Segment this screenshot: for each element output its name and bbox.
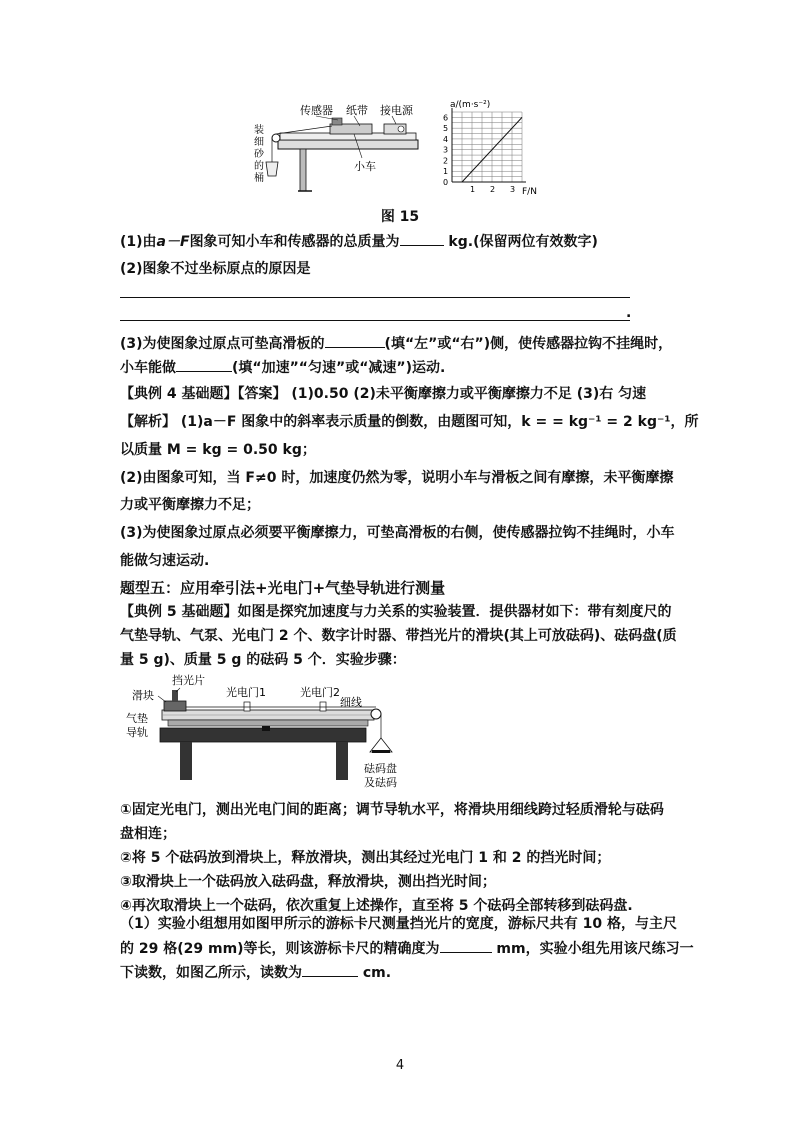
label-bucket-2: 细 xyxy=(254,137,264,148)
label-slider: 滑块 xyxy=(132,689,154,702)
q1-symbol: a－F xyxy=(156,234,190,250)
x-tick-label: 3 xyxy=(510,185,516,194)
label-power: 接电源 xyxy=(380,104,413,117)
label-gate2: 光电门2 xyxy=(300,686,340,699)
step-1-line2: 盘相连； xyxy=(120,826,176,842)
table-top xyxy=(278,140,418,149)
label-bucket-5: 桶 xyxy=(254,173,264,184)
pulley xyxy=(272,134,280,142)
section5-intro-3: 量 5 g)、质量 5 g 的砝码 5 个．实验步骤： xyxy=(120,652,406,668)
analysis-4-line3: (2)由图象可知，当 F≠0 时，加速度仍然为零，说明小车与滑板之间有摩擦，未平衡摩擦 xyxy=(120,470,674,486)
analysis-4-line6: 能做匀速运动. xyxy=(120,553,210,569)
label-track-2: 导轨 xyxy=(126,726,148,739)
step-4: ④再次取滑块上一个砝码，依次重复上述操作，直至将 5 个砝码全部转移到砝码盘. xyxy=(120,898,633,914)
q2-end: . xyxy=(626,305,632,321)
label-track-1: 气垫 xyxy=(126,712,148,725)
y-tick-label: 2 xyxy=(443,156,449,166)
q5-line2-prefix: 的 29 格(29 mm)等长，则该游标卡尺的精确度为 xyxy=(120,941,440,957)
page-number: 4 xyxy=(395,1058,405,1073)
q5-precision-blank[interactable] xyxy=(440,938,492,953)
q3-motion-blank[interactable] xyxy=(176,357,232,372)
section5-tag: 【典例 5 基础题】 xyxy=(120,604,238,620)
step-2: ②将 5 个砝码放到滑块上，释放滑块，测出其经过光电门 1 和 2 的挡光时间； xyxy=(120,850,611,866)
shutter-plate xyxy=(172,690,178,701)
question-2 xyxy=(120,259,680,279)
label-gate1: 光电门1 xyxy=(226,686,266,699)
answer4-tag: 【典例 4 基础题】【答案】 xyxy=(120,386,287,402)
q5-line2 xyxy=(120,938,694,959)
question-3-line1 xyxy=(120,333,680,354)
section5-intro-2: 气垫导轨、气泵、光电门 2 个、数字计时器、带挡光片的滑块(其上可放砝码)、砝码盘(质 xyxy=(120,628,677,644)
step-1-line1: ①固定光电门，测出光电门间的距离；调节导轨水平，将滑块用细线跨过轻质滑轮与砝码 xyxy=(120,802,664,818)
photogate-2 xyxy=(320,702,326,711)
slider-block xyxy=(164,701,186,711)
q5-line3-suffix: cm. xyxy=(358,965,392,981)
q2-answer-line-2[interactable] xyxy=(120,320,630,321)
label-sensor: 传感器 xyxy=(300,104,333,117)
x-tick-label: 2 xyxy=(490,185,496,194)
x-tick-label: 1 xyxy=(470,185,476,194)
q1-suffix: kg.(保留两位有效数字) xyxy=(443,234,598,250)
y-tick-label: 3 xyxy=(443,145,449,155)
q5-line1: （1）实验小组想用如图甲所示的游标卡尺测量挡光片的宽度，游标尺共有 10 格，与主尺 xyxy=(120,916,677,932)
q1-prefix: (1)由 xyxy=(120,234,157,250)
answer4-text: (1)0.50 (2)未平衡摩擦力或平衡摩擦力不足 (3)右 匀速 xyxy=(286,386,647,402)
photogate-1 xyxy=(244,702,250,711)
q5-line3 xyxy=(120,962,680,983)
figure15-apparatus xyxy=(250,100,430,200)
q3-prefix: (3)为使图象过原点可垫高滑板的 xyxy=(120,336,325,352)
question-3-line2 xyxy=(120,357,680,378)
label-pan-2: 及砝码 xyxy=(364,776,397,789)
analysis-4-line4: 力或平衡摩擦力不足； xyxy=(120,497,260,513)
label-bucket-3: 砂 xyxy=(254,149,264,160)
step-3: ③取滑块上一个砝码放入砝码盘，释放滑块，测出挡光时间； xyxy=(120,874,496,890)
q1-answer-blank[interactable] xyxy=(400,231,444,246)
q5-line2-suffix: mm，实验小组先用该尺练习一 xyxy=(491,941,694,957)
question-1 xyxy=(120,231,680,252)
label-shutter: 挡光片 xyxy=(172,674,205,687)
figure15-af-graph xyxy=(430,96,550,198)
graph-ylabel: a/(m·s⁻²) xyxy=(450,100,491,110)
label-cart: 小车 xyxy=(354,160,376,173)
section5-intro-1 xyxy=(120,602,680,622)
graph-grid xyxy=(452,112,522,182)
y-tick-label: 6 xyxy=(443,113,449,123)
figure-air-track xyxy=(124,672,410,796)
analysis-4-line1 xyxy=(120,412,699,432)
y-tick-label: 5 xyxy=(443,124,449,134)
cart xyxy=(330,124,372,134)
q3-text-2: 小车能做 xyxy=(120,360,176,376)
label-thread: 细线 xyxy=(340,696,362,709)
weight-pan xyxy=(370,738,392,752)
analysis-4-line5: (3)为使图象过原点必须要平衡摩擦力，可垫高滑板的右侧，使传感器拉钩不挂绳时，小车 xyxy=(120,525,675,541)
figure15-caption: 图 15 xyxy=(380,209,420,225)
label-bucket-1: 装 xyxy=(254,125,264,136)
q2-text: (2)图象不过坐标原点的原因是 xyxy=(120,261,311,277)
q1-text: 图象可知小车和传感器的总质量为 xyxy=(189,234,400,250)
q3-text: (填“左”或“右”)侧，使传感器拉钩不挂绳时， xyxy=(384,336,673,352)
label-pan-1: 砝码盘 xyxy=(364,762,397,775)
analysis-4-line2: 以质量 M = kg = 0.50 kg； xyxy=(120,442,316,458)
q2-answer-line-1[interactable] xyxy=(120,297,630,298)
q5-reading-blank[interactable] xyxy=(302,962,358,977)
q3-suffix: (填“加速”“匀速”或“减速”)运动. xyxy=(232,360,446,376)
label-tape: 纸带 xyxy=(346,104,368,117)
answer-4 xyxy=(120,384,680,404)
graph-xlabel: F/N xyxy=(522,187,537,197)
section5-intro1-text: 如图是探究加速度与力关系的实验装置．提供器材如下：带有刻度尺的 xyxy=(237,604,672,620)
analysis4-line1-text: (1)a－F 图象中的斜率表示质量的倒数，由题图可知，k = = kg⁻¹ = 2 kg⁻¹，所 xyxy=(176,414,699,430)
q3-side-blank[interactable] xyxy=(325,333,385,348)
y-tick-label: 4 xyxy=(443,134,449,144)
sand-bucket xyxy=(266,162,278,176)
q5-line3-prefix: 下读数，如图乙所示，读数为 xyxy=(120,965,302,981)
label-bucket-4: 的 xyxy=(254,161,264,172)
y-tick-label: 1 xyxy=(443,167,449,177)
section5-title: 题型五：应用牵引法+光电门+气垫导轨进行测量 xyxy=(120,579,446,597)
pulley-2 xyxy=(371,709,381,719)
y-tick-label: 0 xyxy=(443,178,449,187)
table-leg xyxy=(300,149,306,191)
analysis4-tag: 【解析】 xyxy=(120,414,176,430)
